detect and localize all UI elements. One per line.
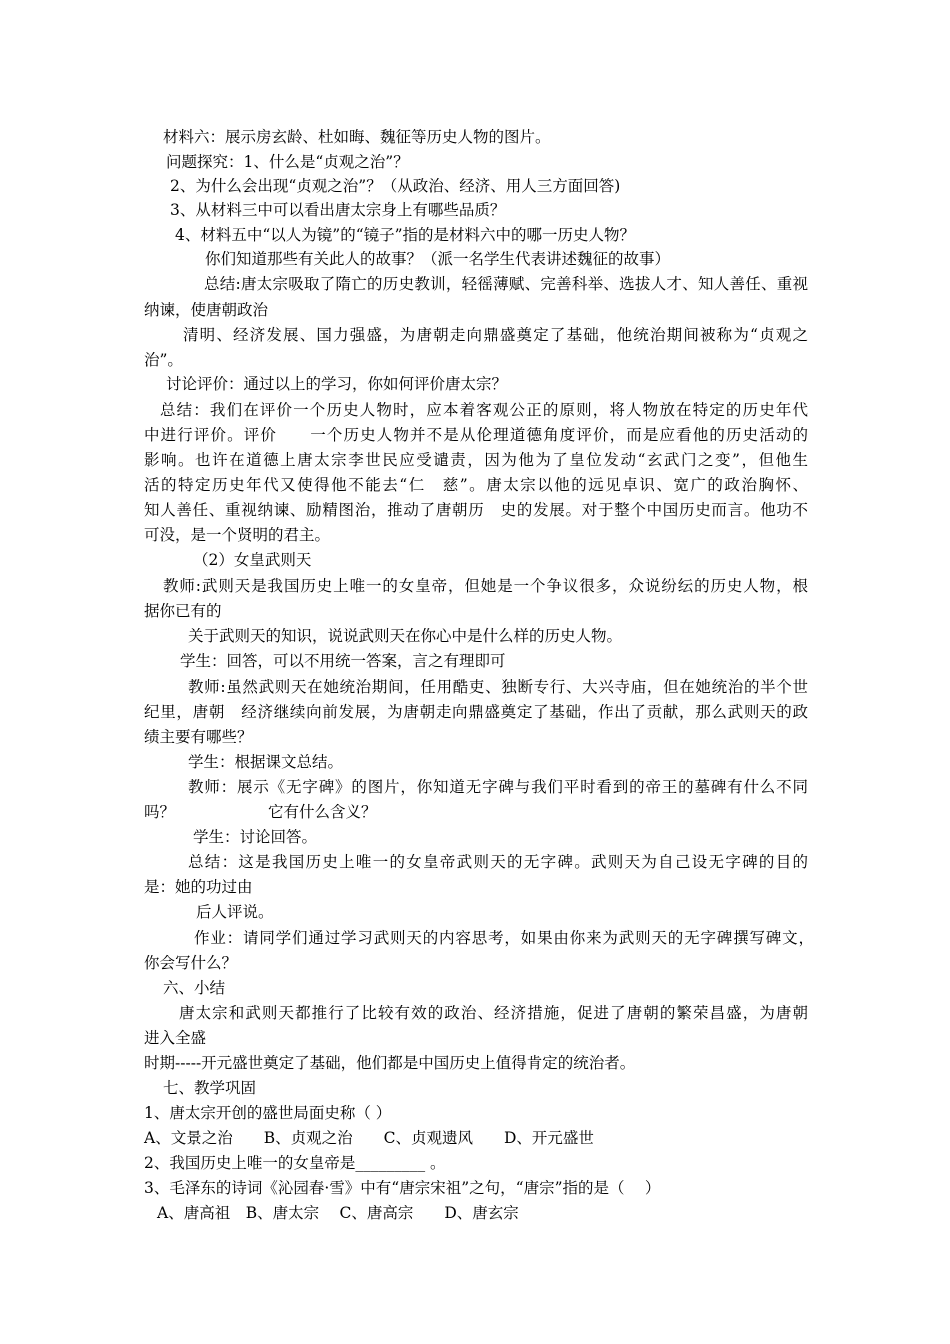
text-line: 纪里，唐朝 经济继续向前发展，为唐朝走向鼎盛奠定了基础，作出了贡献，那么武则天的政 [144, 703, 808, 721]
text-line: 学生：回答，可以不用统一答案，言之有理即可 [180, 652, 506, 670]
text-line: （2）女皇武则天 [193, 551, 312, 569]
text-line: 绩主要有哪些？ [144, 728, 253, 746]
question-line: 1、唐太宗开创的盛世局面史称（ ） [144, 1104, 392, 1122]
text-line: 问题探究：1、什么是“贞观之治”？ [166, 153, 409, 171]
text-line: 教师:虽然武则天在她统治期间，任用酷吏、独断专行、大兴寺庙，但在她统治的半个世 [188, 678, 808, 696]
text-line: 治”。 [144, 351, 183, 369]
text-line: 清明、经济发展、国力强盛，为唐朝走向鼎盛奠定了基础，他统治期间被称为“贞观之 [183, 326, 808, 344]
text-line: 你们知道那些有关此人的故事？（派一名学生代表讲述魏征的故事） [205, 250, 671, 268]
text-line: 关于武则天的知识，说说武则天在你心中是什么样的历史人物。 [188, 627, 623, 645]
text-line: 影响。也许在道德上唐太宗李世民应受谴责，因为他为了皇位发动“玄武门之变”，但他生 [144, 451, 808, 469]
text-line: 知人善任、重视纳谏、励精图治，推动了唐朝历 史的发展。对于整个中国历史而言。他功不 [144, 501, 808, 519]
text-line: 你会写什么？ [144, 954, 238, 972]
text-line: 学生：根据课文总结。 [188, 753, 344, 771]
text-line: 教师:武则天是我国历史上唯一的女皇帝，但她是一个争议很多，众说纷纭的历史人物，根 [163, 577, 808, 595]
question-line: 2、我国历史上唯一的女皇帝是_________ 。 [144, 1154, 446, 1172]
text-line: 可没，是一个贤明的君主。 [144, 526, 331, 544]
text-line: 进入全盛 [144, 1029, 207, 1047]
section-heading: 六、小结 [163, 979, 226, 997]
text-line: 时期-----开元盛世奠定了基础，他们都是中国历史上值得肯定的统治者。 [144, 1054, 636, 1072]
text-line: 总结：我们在评价一个历史人物时，应本着客观公正的原则，将人物放在特定的历史年代 [160, 401, 808, 419]
text-line: 教师：展示《无字碑》的图片，你知道无字碑与我们平时看到的帝王的墓碑有什么不同 [188, 778, 808, 796]
text-line: 中进行评价。评价 一个历史人物并不是从伦理道德角度评价，而是应看他的历史活动的 [144, 426, 808, 444]
text-line: 后人评说。 [196, 903, 274, 921]
text-line: 材料六：展示房玄龄、杜如晦、魏征等历史人物的图片。 [163, 128, 551, 146]
answer-options: A、文景之治 B、贞观之治 C、贞观遗风 D、开元盛世 [144, 1129, 594, 1147]
text-line: 讨论评价：通过以上的学习，你如何评价唐太宗？ [166, 375, 508, 393]
text-line: 3、从材料三中可以看出唐太宗身上有哪些品质？ [170, 201, 506, 219]
text-line: 总结:唐太宗吸取了隋亡的历史教训，轻徭薄赋、完善科举、选拔人才、知人善任、重视 [204, 275, 808, 293]
text-line: 是：她的功过由 [144, 878, 253, 896]
text-line: 吗？ 它有什么含义？ [144, 803, 377, 821]
text-line: 唐太宗和武则天都推行了比较有效的政治、经济措施，促进了唐朝的繁荣昌盛，为唐朝 [179, 1004, 808, 1022]
text-line: 据你已有的 [144, 602, 222, 620]
text-line: 活的特定历史年代又使得他不能去“仁 慈”。唐太宗以他的远见卓识、宽广的政治胸怀、 [144, 476, 808, 494]
text-line: 总结：这是我国历史上唯一的女皇帝武则天的无字碑。武则天为自己设无字碑的目的 [188, 853, 808, 871]
section-heading: 七、教学巩固 [163, 1079, 257, 1097]
text-line: 4、材料五中“以人为镜”的“镜子”指的是材料六中的哪一历史人物？ [175, 226, 636, 244]
answer-options: A、唐高祖 B、唐太宗 C、唐高宗 D、唐玄宗 [157, 1204, 519, 1222]
question-line: 3、毛泽东的诗词《沁园春·雪》中有“唐宗宋祖”之句，“唐宗”指的是（ ） [144, 1179, 661, 1197]
text-line: 作业：请同学们通过学习武则天的内容思考，如果由你来为武则天的无字碑撰写碑文， [194, 929, 814, 947]
text-line: 纳谏，使唐朝政治 [144, 301, 269, 319]
text-line: 学生：讨论回答。 [193, 828, 318, 846]
text-line: 2、为什么会出现“贞观之治”？（从政治、经济、用人三方面回答) [170, 177, 621, 195]
